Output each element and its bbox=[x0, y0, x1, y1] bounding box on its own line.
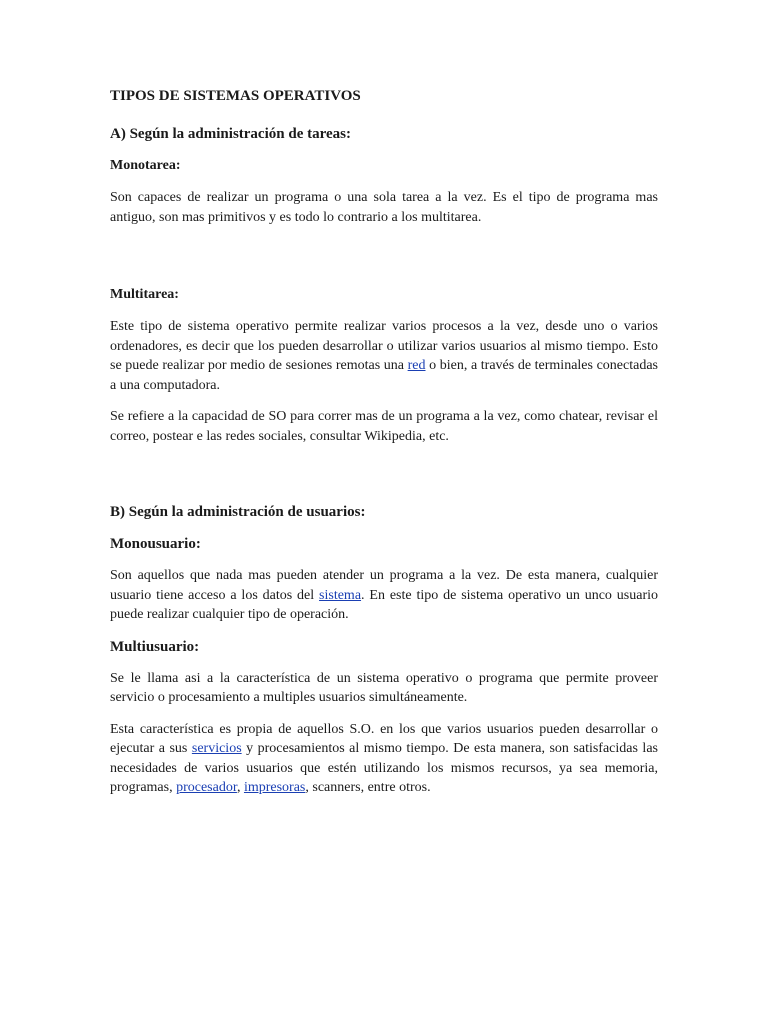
spacer bbox=[110, 458, 658, 502]
multiusuario-text-b: y procesamientos al mismo tiempo. De esta manera, son satisfacidas las necesidades de varios usuarios que estén utilizando los mismos recursos, ya sea memoria, programas, bbox=[110, 741, 658, 795]
document-page bbox=[110, 86, 658, 810]
monotarea-heading: Monotarea: bbox=[110, 158, 181, 173]
monousuario-paragraph bbox=[110, 566, 658, 625]
multitarea-paragraph-2: Se refiere a la capacidad de SO para correr mas de un programa a la vez, como chatear, revisar el correo, postear e las redes sociales, consultar Wikipedia, etc. bbox=[110, 409, 658, 444]
monousuario-text-a: Son aquellos que nada mas pueden atender un programa a la vez. De esta manera, cualquier usuario tiene acceso a los datos del bbox=[110, 568, 658, 603]
multitarea-heading: Multitarea: bbox=[110, 287, 179, 302]
section-b-heading: B) Según la administración de usuarios: bbox=[110, 504, 366, 520]
multitarea-text-b: o bien, a través de terminales conectadas a una computadora. bbox=[110, 358, 658, 393]
multitarea-paragraph-1 bbox=[110, 317, 658, 395]
monousuario-heading: Monousuario: bbox=[110, 536, 201, 552]
multiusuario-text-a: Esta característica es propia de aquellos S.O. en los que varios usuarios pueden desarrollar o ejecutar a sus bbox=[110, 721, 658, 756]
multiusuario-text-c: , bbox=[236, 780, 244, 795]
red-link[interactable]: red bbox=[407, 358, 426, 373]
multiusuario-paragraph-2 bbox=[110, 720, 658, 798]
spacer bbox=[110, 239, 658, 285]
procesador-link[interactable]: procesador bbox=[176, 780, 237, 795]
document-title: TIPOS DE SISTEMAS OPERATIVOS bbox=[110, 88, 361, 104]
multiusuario-heading: Multiusuario: bbox=[110, 638, 200, 655]
section-a-heading: A) Según la administración de tareas: bbox=[110, 126, 351, 142]
monotarea-paragraph: Son capaces de realizar un programa o una sola tarea a la vez. Es el tipo de programa mas antiguo, son mas primitivos y es todo lo contrario a los multitarea. bbox=[110, 190, 658, 225]
servicios-link[interactable]: servicios bbox=[191, 741, 242, 756]
multiusuario-text-d: , scanners, entre otros. bbox=[305, 780, 431, 795]
sistema-link[interactable]: sistema bbox=[319, 587, 362, 603]
monousuario-text-b: . En este tipo de sistema operativo un unco usuario puede realizar cualquier tipo de operación. bbox=[110, 587, 658, 622]
impresoras-link[interactable]: impresoras bbox=[243, 780, 306, 795]
multitarea-text-a: Este tipo de sistema operativo permite realizar varios procesos a la vez, desde uno o varios ordenadores, es decir que los pueden desarrollar o utilizar varios usuarios al mismo tiempo. Esto se puede realizar por medio de sesiones remotas una bbox=[110, 319, 658, 373]
multiusuario-paragraph-1: Se le llama asi a la característica de un sistema operativo o programa que permite proveer servicio o procesamiento a multiples usuarios simultáneamente. bbox=[110, 670, 658, 705]
